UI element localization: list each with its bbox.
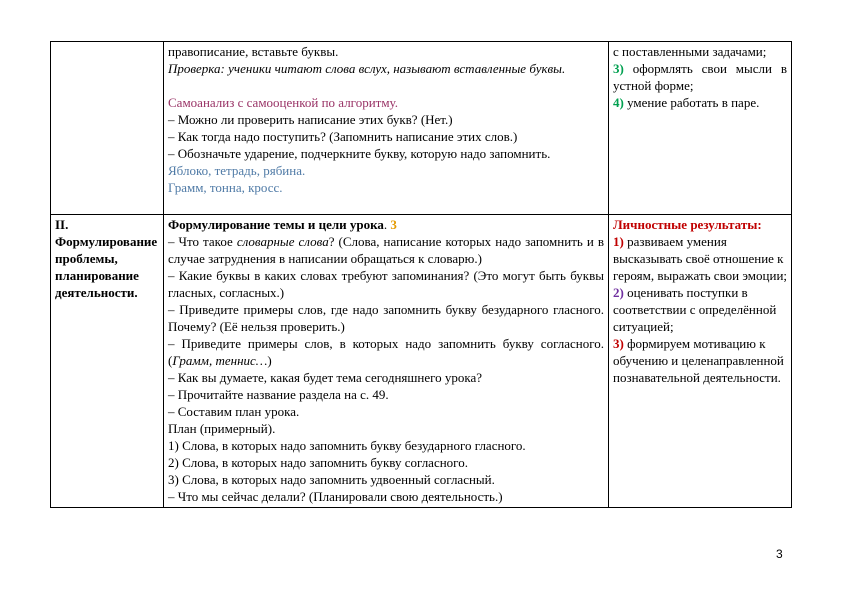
plan-item: 3) Слова, в которых надо запомнить удвоенный согласный. <box>168 472 495 487</box>
question-line: – Что мы сейчас делали? (Планировали свою деятельность.) <box>168 489 503 504</box>
step-number: 3 <box>390 217 397 232</box>
results-cell <box>609 215 792 508</box>
item-number: 2) <box>613 285 624 300</box>
plan-item: 1) Слова, в которых надо запомнить букву безударного гласного. <box>168 438 526 453</box>
results-cell <box>609 42 792 215</box>
plan-heading: План (примерный). <box>168 421 276 436</box>
plan-item: 2) Слова, в которых надо запомнить букву согласного. <box>168 455 468 470</box>
text-part: – Что такое <box>168 234 237 249</box>
text-part: – Приведите примеры слов, в которых надо запомнить букву согласного. ( <box>168 336 604 368</box>
item-text: оценивать поступки в соответствии с определённой ситуацией; <box>613 285 777 334</box>
instruction-line: – Прочитайте название раздела на с. 49. <box>168 387 389 402</box>
item-number: 3) <box>613 61 624 76</box>
spacer <box>168 77 604 94</box>
stage-cell <box>51 42 164 215</box>
item-text: оформлять свои мысли в устной форме; <box>613 61 787 93</box>
text-line: с поставленными задачами; <box>613 44 767 59</box>
stage-cell <box>51 215 164 508</box>
activity-cell <box>164 42 609 215</box>
lesson-table <box>50 41 792 508</box>
section-title-text: Формулирование темы и цели урока <box>168 217 384 232</box>
list-item <box>613 335 787 386</box>
paragraph: – Приведите примеры слов, где надо запомнить букву безударного гласного. Почему? (Её нельзя проверить.) <box>168 302 604 334</box>
item-text: формируем мотивацию к обучению и целенаправленной познавательной деятельности. <box>613 336 784 385</box>
words-line: Яблоко, тетрадь, рябина. <box>168 163 306 178</box>
term: словарные слова <box>236 234 329 249</box>
example-words: Грамм, теннис… <box>172 353 268 368</box>
stage-title: II. Формулирование проблемы, планирование деятельности. <box>55 217 158 300</box>
table-row <box>51 215 792 508</box>
question-line: – Как тогда надо поступить? (Запомнить написание этих слов.) <box>168 129 518 144</box>
item-number: 1) <box>613 234 624 249</box>
page-number: 3 <box>776 547 783 561</box>
text-part: ? (Слова, написание которых надо запомнить и в случае затруднения в написании обращаться к словарю.) <box>168 234 605 266</box>
results-heading: Личностные результаты: <box>613 217 762 232</box>
table-row <box>51 42 792 215</box>
question-line: – Можно ли проверить написание этих букв? (Нет.) <box>168 112 453 127</box>
list-item <box>613 233 787 284</box>
self-analysis-line: Самоанализ с самооценкой по алгоритму. <box>168 95 399 110</box>
paragraph: – Какие буквы в каких словах требуют запоминания? (Это могут быть буквы гласных, согласных.) <box>168 268 604 300</box>
text-line: правописание, вставьте буквы. <box>168 44 339 59</box>
section-title <box>168 216 604 233</box>
instruction-line: – Составим план урока. <box>168 404 300 419</box>
text-part: ) <box>267 353 272 368</box>
instruction-line: – Обозначьте ударение, подчеркните букву, которую надо запомнить. <box>168 146 551 161</box>
paragraph <box>168 233 604 267</box>
words-line: Грамм, тонна, кросс. <box>168 180 283 195</box>
item-text: умение работать в паре. <box>623 95 760 110</box>
list-item <box>613 60 787 94</box>
list-item <box>613 94 787 111</box>
check-line: Проверка: ученики читают слова вслух, называют вставленные буквы. <box>168 61 566 76</box>
item-number: 4) <box>613 95 624 110</box>
question-line: – Как вы думаете, какая будет тема сегодняшнего урока? <box>168 370 483 385</box>
activity-cell <box>164 215 609 508</box>
item-text: развиваем умения высказывать своё отношение к героям, выражать свои эмоции; <box>613 234 788 283</box>
paragraph <box>168 335 604 369</box>
item-number: 3) <box>613 336 624 351</box>
section-title-dot: . <box>383 217 388 232</box>
list-item <box>613 284 787 335</box>
